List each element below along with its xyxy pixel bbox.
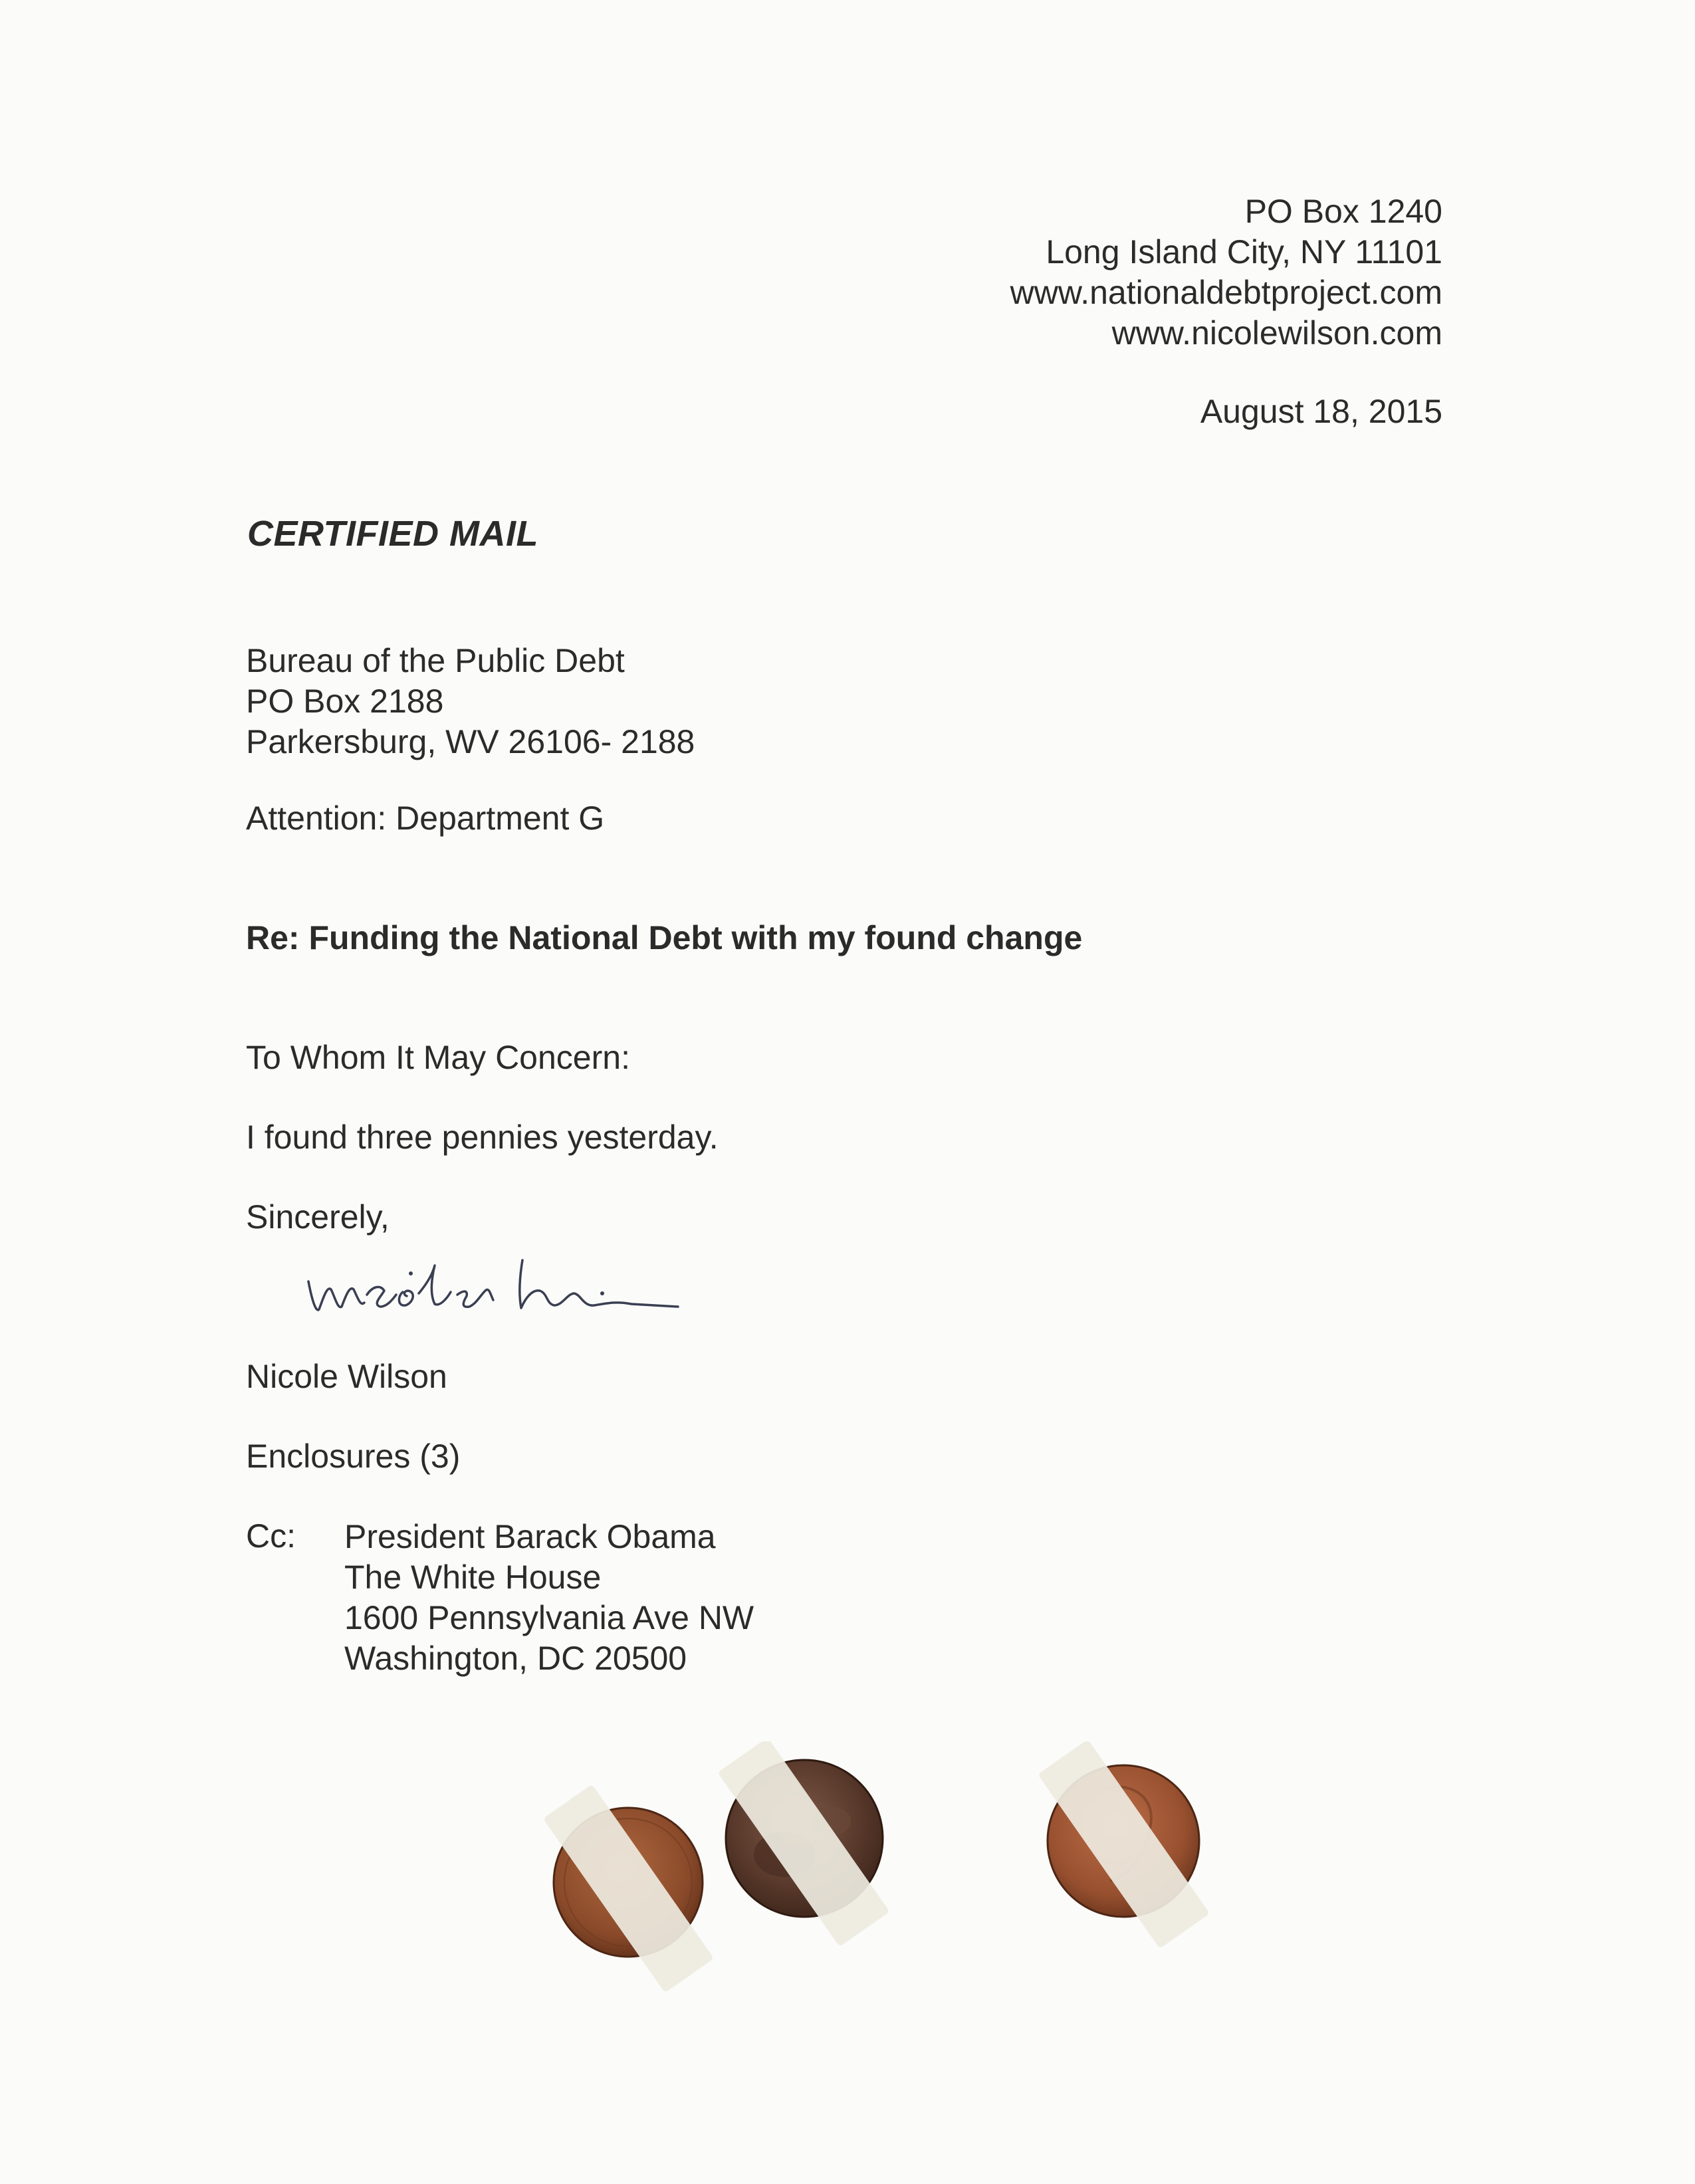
closing: Sincerely, [246, 1198, 390, 1236]
sender-po-box: PO Box 1240 [1244, 193, 1442, 230]
salutation: To Whom It May Concern: [246, 1039, 630, 1076]
sender-website-1: www.nationaldebtproject.com [1010, 274, 1442, 311]
letter-date: August 18, 2015 [1200, 393, 1442, 430]
recipient-po-box: PO Box 2188 [246, 683, 444, 720]
sender-city-line: Long Island City, NY 11101 [1046, 233, 1442, 271]
sender-address [1010, 191, 1442, 354]
certified-mail-heading: CERTIFIED MAIL [247, 514, 538, 554]
penny-1 [543, 1785, 714, 1993]
recipient-address [246, 641, 695, 762]
cc-line: Washington, DC 20500 [344, 1640, 687, 1677]
enclosures-line: Enclosures (3) [246, 1438, 461, 1475]
sender-website-2: www.nicolewilson.com [1111, 314, 1442, 352]
cc-line: President Barack Obama [344, 1518, 716, 1555]
cc-label: Cc: [246, 1517, 296, 1555]
recipient-name: Bureau of the Public Debt [246, 642, 625, 679]
attention-line: Attention: Department G [246, 800, 605, 837]
subject-line: Re: Funding the National Debt with my found change [246, 919, 1083, 956]
signer-name: Nicole Wilson [246, 1358, 447, 1395]
cc-address [344, 1517, 754, 1679]
cc-line: 1600 Pennsylvania Ave NW [344, 1599, 754, 1636]
cc-line: The White House [344, 1559, 602, 1596]
body-text: I found three pennies yesterday. [246, 1119, 719, 1156]
handwritten-signature [299, 1230, 711, 1336]
enclosed-pennies [518, 1741, 1250, 2020]
recipient-city-line: Parkersburg, WV 26106- 2188 [246, 723, 695, 760]
penny-3 [1038, 1741, 1210, 1949]
penny-2 [718, 1741, 890, 1947]
